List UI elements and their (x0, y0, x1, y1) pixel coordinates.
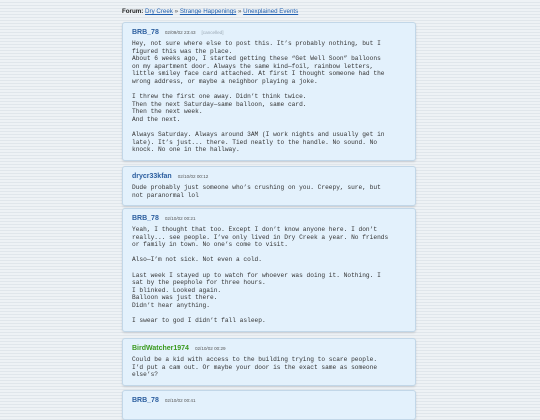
breadcrumb (122, 8, 422, 15)
breadcrumb-link-unexplained-events[interactable]: Unexplained Events (243, 8, 299, 15)
breadcrumb-link-dry-creek[interactable]: Dry Creek (145, 8, 173, 15)
post-author[interactable]: BRB_78 (132, 215, 159, 222)
forum-post (122, 208, 416, 332)
post-timestamp: 02/10/02 00:29 (194, 346, 226, 351)
forum-post (122, 22, 416, 161)
post-author[interactable]: BRB_78 (132, 29, 159, 36)
post-body: Dude probably just someone who’s crushing on you. Creepy, sure, but not paranormal lol (132, 184, 381, 199)
post-body: Yeah, I thought that too. Except I don’t know anyone here. I don’t really... see people. I’ve only lived in Dry Creek a year. No friends or family in town. No one’s come to visit. Also—I’m not sick. Not even a cold. Last week I stayed up to watch for whoever was doing it. Nothing. I sat by the peephole for three hours. I blinked. Looked again. Balloon was just there. Didn’t hear anything. I swear to god I didn’t fall asleep. (132, 226, 389, 325)
post-header (132, 173, 406, 180)
post-body: Hey, not sure where else to post this. It’s probably nothing, but I figured this was the place. About 6 weeks ago, I started getting these “Get Well Soon” balloons on my apartment door. Always the same kind—foil, rainbow letters, little smiley face card attached. At first I thought someone had the wrong address, or maybe a neighbor playing a joke. I threw the first one away. Didn’t think twice. Then the next Saturday—same balloon, same card. Then the next week. And the next. Always Saturday. Always around 3AM (I work nights and usually get in late). It’s just... there. Tied neatly to the handle. No sound. No knock. No one in the hallway. (132, 40, 385, 154)
post-timestamp: 02/10/02 00:41 (164, 398, 196, 403)
post-body: Could be a kid with access to the building trying to scare people. I’d put a cam out. Or maybe your door is the exact same as someone else’s? (132, 356, 378, 379)
post-header (132, 215, 406, 222)
post-timestamp: 02/10/02 00:12 (177, 174, 209, 179)
forum-post (122, 390, 416, 420)
forum-post (122, 166, 416, 206)
post-timestamp: 02/10/02 00:21 (164, 216, 196, 221)
post-header (132, 397, 406, 404)
post-author[interactable]: drycr33kfan (132, 173, 172, 180)
forum-post (122, 338, 416, 386)
post-header (132, 345, 406, 352)
post-timestamp: 02/09/02 23:43 (164, 30, 196, 35)
breadcrumb-link-strange-happenings[interactable]: Strange Happenings (179, 8, 237, 15)
breadcrumb-separator: » (237, 8, 242, 15)
post-author[interactable]: BRB_78 (132, 397, 159, 404)
post-author[interactable]: BirdWatcher1974 (132, 345, 189, 352)
breadcrumb-label: Forum: (122, 8, 144, 15)
post-header (132, 29, 406, 36)
breadcrumb-separator: » (174, 8, 179, 15)
post-edited-note: [cancelled] (201, 30, 224, 35)
